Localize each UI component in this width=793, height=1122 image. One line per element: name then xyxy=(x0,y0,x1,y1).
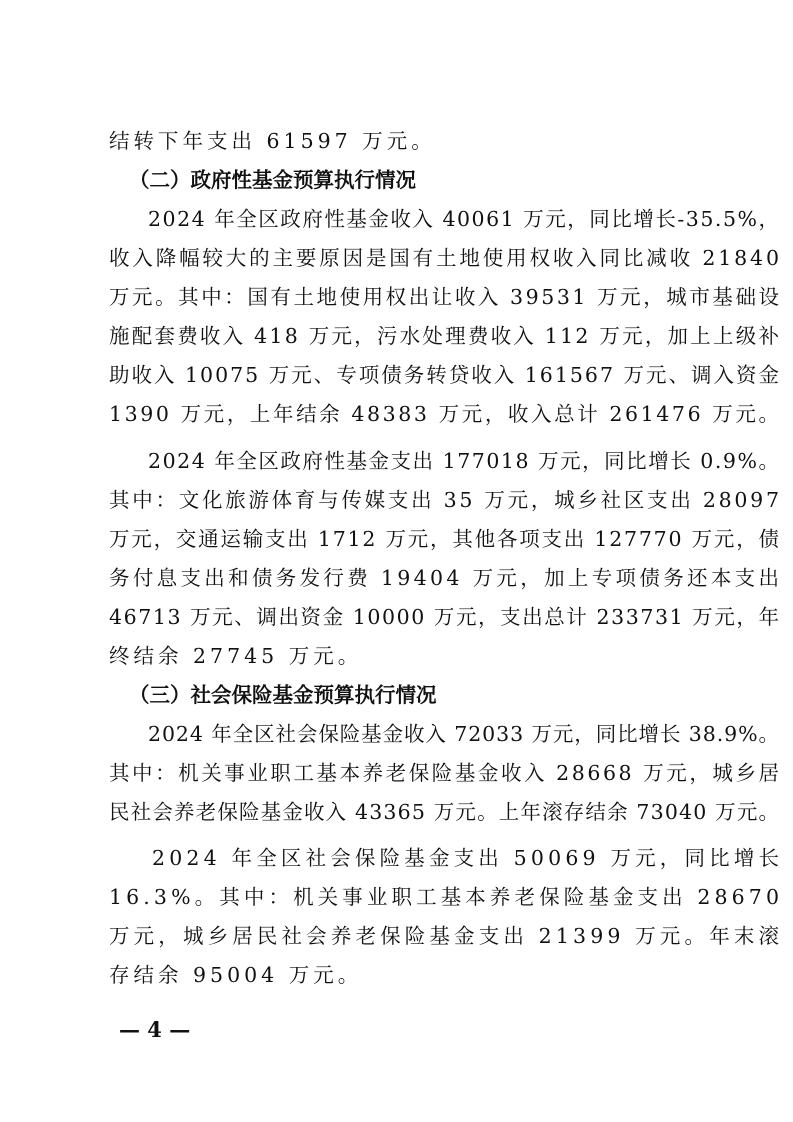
body-line: 万元，交通运输支出 1712 万元，其他各项支出 127770 万元，债 xyxy=(109,527,781,551)
body-line: 其中：机关事业职工基本养老保险基金收入 28668 万元，城乡居 xyxy=(109,761,782,785)
section-heading: （二）政府性基金预算执行情况 xyxy=(129,168,416,192)
body-line: 2024 年全区社会保险基金支出 50069 万元，同比增长 xyxy=(152,846,784,870)
body-line: 万元，城乡居民社会养老保险基金支出 21399 万元。年末滚 xyxy=(109,924,784,948)
body-line: 万元。其中：国有土地使用权出让收入 39531 万元，城市基础设 xyxy=(109,285,782,309)
body-line: 终结余 27745 万元。 xyxy=(109,644,363,668)
page-number: — 4 — xyxy=(119,1017,191,1042)
body-line: 收入降幅较大的主要原因是国有土地使用权收入同比减收 21840 xyxy=(109,246,782,270)
body-line: 其中：文化旅游体育与传媒支出 35 万元，城乡社区支出 28097 xyxy=(109,488,782,512)
body-line: 2024 年全区社会保险基金收入 72033 万元，同比增长 38.9%。 xyxy=(148,722,780,746)
body-line: 施配套费收入 418 万元，污水处理费收入 112 万元，加上上级补 xyxy=(109,324,782,348)
section-heading: （三）社会保险基金预算执行情况 xyxy=(129,683,437,707)
body-line: 46713 万元、调出资金 10000 万元，支出总计 233731 万元，年 xyxy=(109,605,781,629)
body-line: 结转下年支出 61597 万元。 xyxy=(109,129,436,153)
body-line: 1390 万元，上年结余 48383 万元，收入总计 261476 万元。 xyxy=(109,402,782,426)
body-line: 16.3%。其中：机关事业职工基本养老保险基金支出 28670 xyxy=(109,885,784,909)
body-line: 2024 年全区政府性基金收入 40061 万元，同比增长-35.5%， xyxy=(148,207,781,231)
body-line: 2024 年全区政府性基金支出 177018 万元，同比增长 0.9%。 xyxy=(148,449,781,473)
body-line: 民社会养老保险基金收入 43365 万元。上年滚存结余 73040 万元。 xyxy=(109,800,781,824)
body-line: 助收入 10075 万元、专项债务转贷收入 161567 万元、调入资金 xyxy=(109,363,781,387)
body-line: 存结余 95004 万元。 xyxy=(109,963,363,987)
body-line: 务付息支出和债务发行费 19404 万元，加上专项债务还本支出 xyxy=(109,566,783,590)
